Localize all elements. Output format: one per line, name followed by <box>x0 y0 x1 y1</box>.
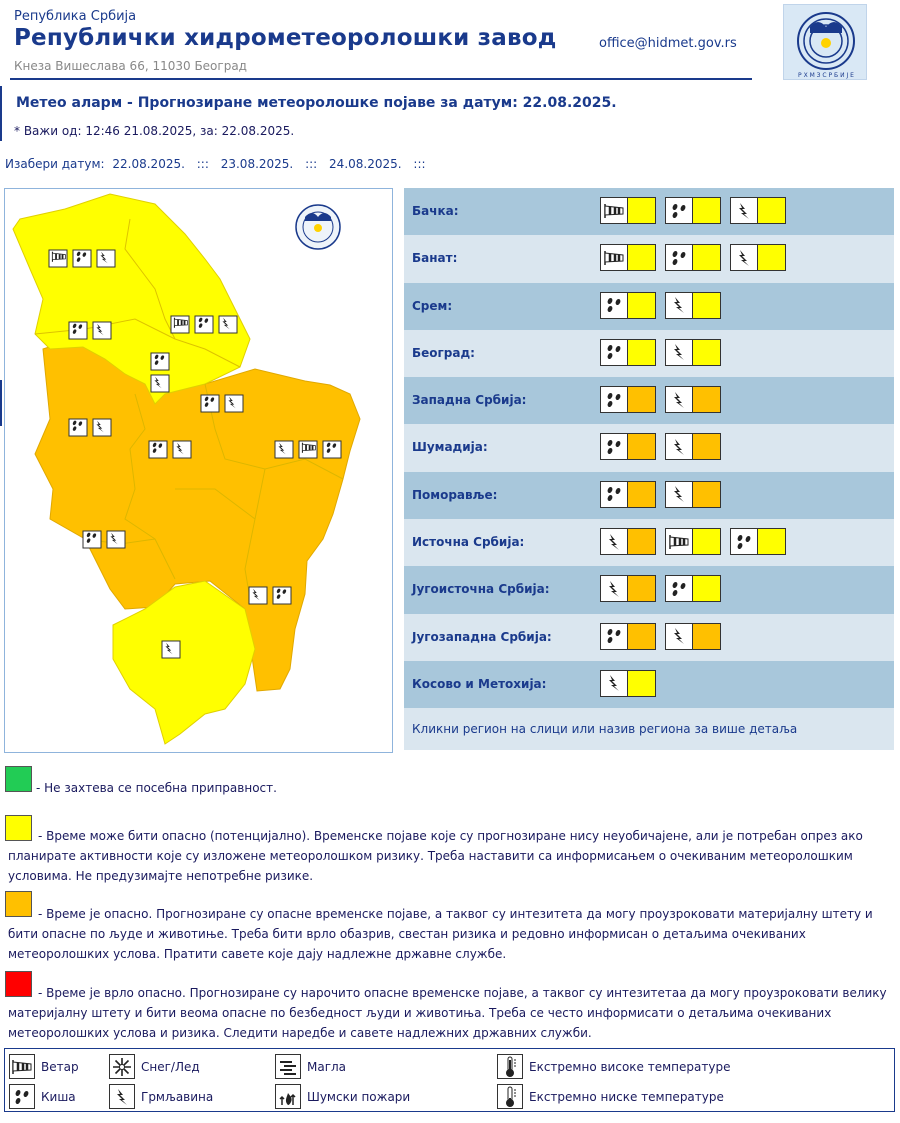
region-name-link[interactable]: Поморавље: <box>412 487 498 502</box>
alert-level-orange <box>693 387 720 412</box>
wind-icon <box>666 529 693 554</box>
thunder-icon <box>666 624 693 649</box>
region-row[interactable] <box>404 330 894 377</box>
map-marker-thunder-icon[interactable] <box>275 441 293 458</box>
map-marker-rain-icon[interactable] <box>149 441 167 458</box>
alert-badge[interactable] <box>665 575 721 602</box>
map-marker-wind-icon[interactable] <box>299 441 317 458</box>
icon-legend-label: Грмљавина <box>141 1089 214 1104</box>
map-marker-rain-icon[interactable] <box>323 441 341 458</box>
map-marker-rain-icon[interactable] <box>83 531 101 548</box>
rain-icon <box>601 624 628 649</box>
alert-level-yellow <box>628 245 655 270</box>
alert-level-orange <box>628 529 655 554</box>
icon-legend-label: Шумски пожари <box>307 1089 411 1104</box>
wind-icon <box>601 245 628 270</box>
region-alerts <box>600 575 721 602</box>
alert-badge[interactable] <box>600 386 656 413</box>
map-marker-rain-icon[interactable] <box>195 316 213 333</box>
region-name-link[interactable]: Косово и Метохија: <box>412 676 547 691</box>
alert-badge[interactable] <box>600 292 656 319</box>
alert-badge[interactable] <box>730 528 786 555</box>
rain-icon <box>601 482 628 507</box>
alert-badge[interactable] <box>600 623 656 650</box>
header-country: Република Србија <box>14 9 137 24</box>
date-link-1[interactable]: 22.08.2025. <box>112 157 185 171</box>
icon-legend-item <box>275 1054 346 1079</box>
map-marker-rain-icon[interactable] <box>69 322 87 339</box>
icon-legend-label: Екстремно високе температуре <box>529 1059 731 1074</box>
region-row[interactable] <box>404 188 894 235</box>
date-separator: ::: <box>413 157 426 171</box>
region-alerts <box>600 292 721 319</box>
rain-icon <box>666 198 693 223</box>
map-marker-wind-icon[interactable] <box>171 316 189 333</box>
high-temp-icon <box>497 1054 523 1079</box>
region-name-link[interactable]: Бачка: <box>412 204 459 218</box>
region-name-link[interactable]: Шумадија: <box>412 440 488 455</box>
wind-icon <box>601 198 628 223</box>
alert-level-orange <box>693 482 720 507</box>
date-separator: ::: <box>196 157 209 171</box>
alert-badge[interactable] <box>730 197 786 224</box>
region-row[interactable] <box>404 566 894 613</box>
fog-icon <box>275 1054 301 1079</box>
alert-badge[interactable] <box>730 244 786 271</box>
alert-badge[interactable] <box>600 481 656 508</box>
region-alert-table <box>404 188 894 750</box>
thunder-icon <box>731 198 758 223</box>
region-name-link[interactable]: Западна Србија: <box>412 393 527 408</box>
icon-legend-label: Киша <box>41 1089 76 1104</box>
alert-badge[interactable] <box>600 339 656 366</box>
region-row[interactable] <box>404 424 894 471</box>
region-row[interactable] <box>404 472 894 519</box>
region-name-link[interactable]: Београд: <box>412 345 475 360</box>
icon-legend-item <box>497 1054 730 1079</box>
date-link-3[interactable]: 24.08.2025. <box>329 157 402 171</box>
thunder-icon <box>601 576 628 601</box>
alert-level-orange <box>628 482 655 507</box>
alert-badge[interactable] <box>665 292 721 319</box>
icon-legend-label: Ветар <box>41 1059 79 1074</box>
alert-level-yellow <box>628 671 655 696</box>
alert-level-yellow <box>693 529 720 554</box>
date-selector-label: Изабери датум: <box>5 157 105 171</box>
header-address: Кнеза Вишеслава 66, 11030 Београд <box>14 59 247 73</box>
thunder-icon <box>666 434 693 459</box>
alert-level-orange <box>628 434 655 459</box>
legend-text-yellow: - Време може бити опасно (потенцијално). Временске појаве које су прогнозиране нису неуобичајене, али је потребан опрез ако планирате активности које су изложене метеоролошком ризику. Треба наставити са информисањем о очекиваним метеоролошким условима. Не предузимајте непотребне ризике. <box>8 829 863 883</box>
header-divider <box>10 78 752 80</box>
legend-text-orange: - Време је опасно. Прогнозиране су опасне временске појаве, а таквог су интезитета да могу проузроковати материјалну штету и бити опасне по људе и животиње. Треба бити врло обазрив, свестан ризика и редовно информисан о детаљима очекиваних метеоролошких услова. Пратити савете које дају надлежне државне службе. <box>8 907 873 961</box>
alert-badge[interactable] <box>665 433 721 460</box>
icon-legend-label: Екстремно ниске температуре <box>529 1089 724 1104</box>
alert-badge[interactable] <box>600 197 656 224</box>
region-row[interactable] <box>404 377 894 424</box>
map-marker-wind-icon[interactable] <box>49 250 67 267</box>
map-marker-thunder-icon[interactable] <box>107 531 125 548</box>
icon-legend-item <box>9 1084 76 1109</box>
map-marker-thunder-icon[interactable] <box>162 641 180 658</box>
region-name-link[interactable]: Југоисточна Србија: <box>412 582 550 597</box>
alert-badge[interactable] <box>665 481 721 508</box>
alert-level-yellow <box>628 340 655 365</box>
region-alerts <box>600 339 721 366</box>
region-alerts <box>600 433 721 460</box>
legend-text-green: - Не захтева се посебна приправност. <box>36 781 277 795</box>
rain-icon <box>601 293 628 318</box>
alert-level-yellow <box>628 293 655 318</box>
rain-icon <box>601 387 628 412</box>
region-alerts <box>600 386 721 413</box>
alert-level-orange <box>693 624 720 649</box>
thunder-icon <box>601 671 628 696</box>
page-header <box>0 0 900 86</box>
region-name-link[interactable]: Источна Србија: <box>412 535 525 550</box>
alert-level-orange <box>693 434 720 459</box>
alert-level-yellow <box>693 198 720 223</box>
region-alerts <box>600 244 786 271</box>
svg-text:Р Х М З С Р Б И Ј Е: Р Х М З С Р Б И Ј Е <box>798 72 854 79</box>
region-row[interactable] <box>404 519 894 566</box>
map-marker-rain-icon[interactable] <box>151 353 169 370</box>
region-row[interactable] <box>404 614 894 661</box>
region-row[interactable] <box>404 235 894 282</box>
map-marker-rain-icon[interactable] <box>73 250 91 267</box>
map-marker-rain-icon[interactable] <box>273 587 291 604</box>
alert-level-yellow <box>693 245 720 270</box>
alert-badge[interactable] <box>600 670 656 697</box>
icon-legend-item <box>9 1054 79 1079</box>
alert-badge[interactable] <box>665 528 721 555</box>
region-alerts <box>600 528 786 555</box>
validity-text: * Важи од: 12:46 21.08.2025, за: 22.08.2025. <box>14 124 295 138</box>
low-temp-icon <box>497 1084 523 1109</box>
alert-badge[interactable] <box>665 339 721 366</box>
icon-legend-label: Снег/Лед <box>141 1059 200 1074</box>
alert-badge[interactable] <box>665 623 721 650</box>
icon-legend-item <box>275 1084 410 1109</box>
alert-level-yellow <box>693 293 720 318</box>
thunder-icon <box>109 1084 135 1109</box>
alert-level-orange <box>628 624 655 649</box>
icon-legend <box>4 1048 895 1112</box>
legend-swatch-green <box>5 766 32 792</box>
rain-icon <box>9 1084 35 1109</box>
region-row[interactable] <box>404 283 894 330</box>
header-email-link[interactable]: office@hidmet.gov.rs <box>599 36 737 51</box>
forest-fire-icon <box>275 1084 301 1109</box>
date-link-2[interactable]: 23.08.2025. <box>220 157 294 171</box>
thunder-icon <box>666 482 693 507</box>
region-alerts <box>600 481 721 508</box>
icon-legend-item <box>109 1084 213 1109</box>
header-title[interactable]: Републички хидрометеоролошки завод <box>14 25 557 51</box>
map-marker-rain-icon[interactable] <box>69 419 87 436</box>
wind-icon <box>9 1054 35 1079</box>
map-marker-thunder-icon[interactable] <box>97 250 115 267</box>
alert-badge[interactable] <box>600 433 656 460</box>
rain-icon <box>601 434 628 459</box>
alert-level-yellow <box>693 576 720 601</box>
legend-text-red: - Време је врло опасно. Прогнозиране су нарочито опасне временске појаве, а таквог су интезитетаа да могу проузроковати велику материјалну штету и бити веома опасне по безбедност људи и животиња. Треба се често информисати о детаљима очекиваних метеоролошких услова и ризика. Следити наредбе и савете надлежних државних служби. <box>8 986 887 1040</box>
alert-badge[interactable] <box>600 528 656 555</box>
alert-level-orange <box>628 387 655 412</box>
icon-legend-item <box>109 1054 200 1079</box>
thunder-icon <box>666 340 693 365</box>
alert-level-yellow <box>758 529 785 554</box>
alert-level-orange <box>628 576 655 601</box>
rain-icon <box>601 340 628 365</box>
thunder-icon <box>731 245 758 270</box>
map-marker-thunder-icon[interactable] <box>225 395 243 412</box>
date-selector <box>5 157 426 171</box>
alert-badge[interactable] <box>665 386 721 413</box>
region-name-link[interactable]: Југозападна Србија: <box>412 629 552 644</box>
alert-badge[interactable] <box>665 197 721 224</box>
region-alerts <box>600 623 721 650</box>
side-accent-bar <box>0 86 2 141</box>
map-logo-icon <box>296 205 340 249</box>
region-alerts <box>600 197 786 224</box>
map-marker-thunder-icon[interactable] <box>173 441 191 458</box>
side-accent-bar <box>0 380 2 426</box>
rain-icon <box>731 529 758 554</box>
rain-icon <box>666 576 693 601</box>
icon-legend-item <box>497 1084 724 1109</box>
alert-badge[interactable] <box>600 575 656 602</box>
snow-ice-icon <box>109 1054 135 1079</box>
thunder-icon <box>601 529 628 554</box>
map-marker-thunder-icon[interactable] <box>151 375 169 392</box>
thunder-icon <box>666 387 693 412</box>
region-name-link[interactable]: Срем: <box>412 298 453 313</box>
map-marker-thunder-icon[interactable] <box>93 419 111 436</box>
region-name-link[interactable]: Банат: <box>412 251 458 266</box>
map-marker-thunder-icon[interactable] <box>93 322 111 339</box>
rain-icon <box>666 245 693 270</box>
alert-level-yellow <box>693 340 720 365</box>
date-separator: ::: <box>305 157 318 171</box>
region-row[interactable] <box>404 661 894 708</box>
alert-badge[interactable] <box>665 244 721 271</box>
region-alerts <box>600 670 656 697</box>
alert-level-yellow <box>758 198 785 223</box>
alert-badge[interactable] <box>600 244 656 271</box>
table-hint: Кликни регион на слици или назив региона за више детаља <box>404 708 894 750</box>
alert-level-yellow <box>628 198 655 223</box>
page-title: Метео аларм - Прогнозиране метеоролошке појаве за датум: 22.08.2025. <box>16 95 617 111</box>
alert-level-yellow <box>758 245 785 270</box>
icon-legend-label: Магла <box>307 1059 347 1074</box>
rhmz-logo-icon[interactable] <box>783 4 867 80</box>
map-marker-thunder-icon[interactable] <box>219 316 237 333</box>
map-marker-thunder-icon[interactable] <box>249 587 267 604</box>
thunder-icon <box>666 293 693 318</box>
map-marker-rain-icon[interactable] <box>201 395 219 412</box>
serbia-alert-map[interactable] <box>4 188 393 753</box>
